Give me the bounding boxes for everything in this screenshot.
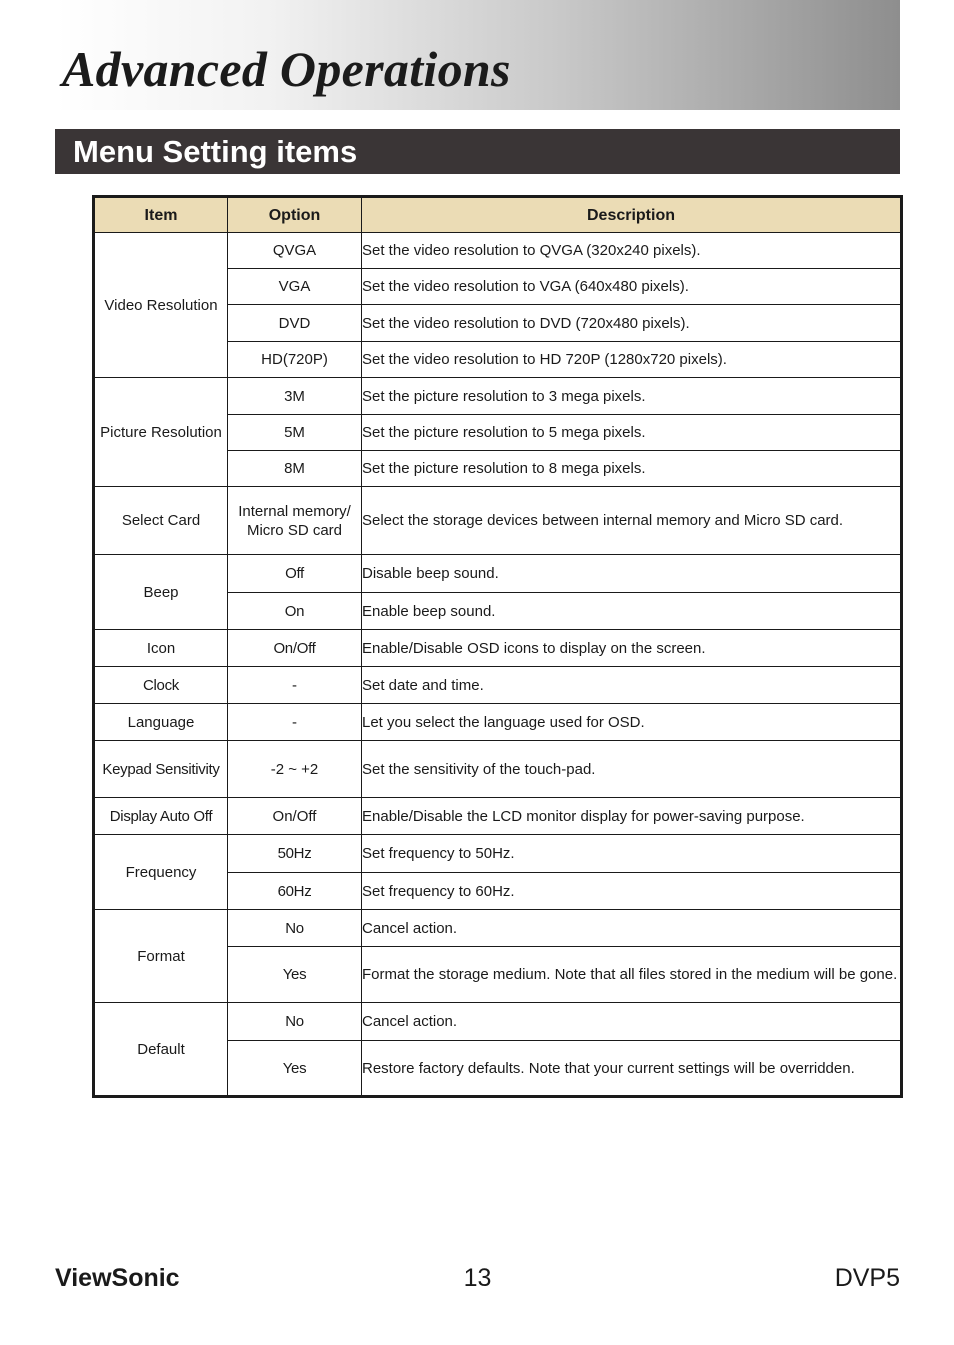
table-header-row bbox=[94, 197, 902, 233]
table-row bbox=[94, 487, 902, 555]
description-cell: Enable/Disable the LCD monitor display for power-saving purpose. bbox=[362, 798, 902, 835]
model-name: DVP5 bbox=[834, 1264, 900, 1292]
description-cell: Set frequency to 60Hz. bbox=[362, 873, 902, 910]
description-cell: Set the video resolution to VGA (640x480 pixels). bbox=[362, 269, 902, 305]
option-cell: VGA bbox=[228, 269, 362, 305]
description-cell: Set the picture resolution to 3 mega pixels. bbox=[362, 378, 902, 415]
description-cell: Restore factory defaults. Note that your current settings will be overridden. bbox=[362, 1041, 902, 1097]
option-cell: DVD bbox=[228, 305, 362, 342]
option-cell: Yes bbox=[228, 1041, 362, 1097]
option-cell: QVGA bbox=[228, 233, 362, 269]
item-cell: Picture Resolution bbox=[94, 378, 228, 487]
table-row bbox=[94, 741, 902, 798]
option-cell: No bbox=[228, 910, 362, 947]
description-cell: Set the picture resolution to 8 mega pixels. bbox=[362, 451, 902, 487]
item-cell: Beep bbox=[94, 555, 228, 630]
table-row bbox=[94, 798, 902, 835]
item-cell: Default bbox=[94, 1003, 228, 1097]
section-header-bar bbox=[55, 129, 900, 174]
option-cell: HD(720P) bbox=[228, 342, 362, 378]
option-cell: 5M bbox=[228, 415, 362, 451]
table-row bbox=[94, 378, 902, 415]
table-row bbox=[94, 835, 902, 873]
option-cell: 8M bbox=[228, 451, 362, 487]
option-cell: 60Hz bbox=[228, 873, 362, 910]
table-row bbox=[94, 1003, 902, 1041]
option-cell: 50Hz bbox=[228, 835, 362, 873]
option-cell: On/Off bbox=[228, 798, 362, 835]
description-cell: Set the picture resolution to 5 mega pixels. bbox=[362, 415, 902, 451]
description-cell: Cancel action. bbox=[362, 910, 902, 947]
item-cell: Language bbox=[94, 704, 228, 741]
header-description: Description bbox=[362, 197, 902, 233]
description-cell: Select the storage devices between internal memory and Micro SD card. bbox=[362, 487, 902, 555]
description-cell: Let you select the language used for OSD. bbox=[362, 704, 902, 741]
description-cell: Set date and time. bbox=[362, 667, 902, 704]
option-cell: 3M bbox=[228, 378, 362, 415]
table-row bbox=[94, 630, 902, 667]
table-row bbox=[94, 233, 902, 269]
item-cell: Format bbox=[94, 910, 228, 1003]
option-cell: No bbox=[228, 1003, 362, 1041]
option-cell: On/Off bbox=[228, 630, 362, 667]
description-cell: Set the sensitivity of the touch-pad. bbox=[362, 741, 902, 798]
item-cell: Display Auto Off bbox=[94, 798, 228, 835]
description-cell: Cancel action. bbox=[362, 1003, 902, 1041]
table-row bbox=[94, 667, 902, 704]
description-cell: Enable/Disable OSD icons to display on the screen. bbox=[362, 630, 902, 667]
option-cell: Internal memory/ Micro SD card bbox=[228, 487, 362, 555]
chapter-title: Advanced Operations bbox=[62, 41, 511, 97]
page-number: 13 bbox=[463, 1264, 492, 1292]
section-title: Menu Setting items bbox=[73, 134, 358, 169]
description-cell: Disable beep sound. bbox=[362, 555, 902, 593]
description-cell: Set the video resolution to DVD (720x480 pixels). bbox=[362, 305, 902, 342]
item-cell: Icon bbox=[94, 630, 228, 667]
description-cell: Format the storage medium. Note that all files stored in the medium will be gone. bbox=[362, 947, 902, 1003]
option-cell: - bbox=[228, 704, 362, 741]
header-option: Option bbox=[228, 197, 362, 233]
description-cell: Set frequency to 50Hz. bbox=[362, 835, 902, 873]
item-cell: Select Card bbox=[94, 487, 228, 555]
table-row bbox=[94, 704, 902, 741]
option-cell: On bbox=[228, 593, 362, 630]
option-cell: - bbox=[228, 667, 362, 704]
menu-settings-table bbox=[92, 195, 903, 1098]
table-row bbox=[94, 555, 902, 593]
brand-name: ViewSonic bbox=[55, 1264, 180, 1292]
item-cell: Keypad Sensitivity bbox=[94, 741, 228, 798]
table-row bbox=[94, 910, 902, 947]
description-cell: Set the video resolution to HD 720P (1280x720 pixels). bbox=[362, 342, 902, 378]
item-cell: Clock bbox=[94, 667, 228, 704]
item-cell: Video Resolution bbox=[94, 233, 228, 378]
option-cell: Off bbox=[228, 555, 362, 593]
option-cell: -2 ~ +2 bbox=[228, 741, 362, 798]
description-cell: Set the video resolution to QVGA (320x240 pixels). bbox=[362, 233, 902, 269]
option-cell: Yes bbox=[228, 947, 362, 1003]
page-footer bbox=[55, 1262, 900, 1294]
item-cell: Frequency bbox=[94, 835, 228, 910]
description-cell: Enable beep sound. bbox=[362, 593, 902, 630]
header-item: Item bbox=[94, 197, 228, 233]
